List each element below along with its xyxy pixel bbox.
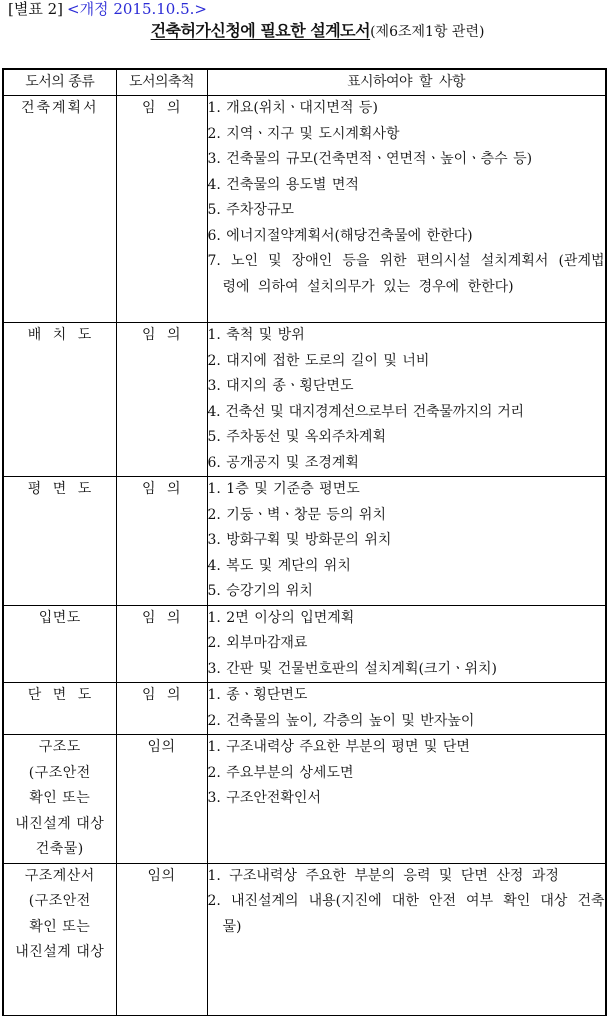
document-scale: 임 의 <box>116 605 207 683</box>
document-scale: 임의 <box>116 863 207 1015</box>
document-type-note: (구조안전 <box>28 764 91 781</box>
required-items-cell <box>207 605 606 683</box>
table-row <box>3 96 606 323</box>
table-row <box>3 863 606 1015</box>
title-reference: (제6조제1항 관련) <box>370 24 485 40</box>
document-scale: 임 의 <box>116 683 207 735</box>
design-documents-table <box>2 68 607 1016</box>
list-item: 4. 복도 및 계단의 위치 <box>207 557 351 574</box>
document-type: 배 치 도 <box>27 327 92 343</box>
list-item: 1. 1층 및 기준층 평면도 <box>207 481 360 497</box>
document-scale: 임 의 <box>116 323 207 477</box>
list-item: 2. 지역ㆍ지구 및 도시계획사항 <box>207 125 400 142</box>
list-item: 6. 에너지절약계획서(해당건축물에 한한다) <box>207 227 473 244</box>
list-item: 2. 주요부분의 상세도면 <box>207 764 354 781</box>
list-item: 1. 구조내력상 주요한 부분의 응력 및 단면 산정 과정 <box>207 867 559 884</box>
document-type-cell <box>3 323 116 477</box>
document-scale: 임의 <box>116 735 207 864</box>
document-type: 입면도 <box>38 609 81 626</box>
header-document-scale: 도서의축척 <box>116 69 207 96</box>
required-items-cell <box>207 96 606 323</box>
table-row <box>3 323 606 477</box>
document-type-note: 확인 또는 <box>29 790 91 806</box>
document-scale: 임 의 <box>116 96 207 323</box>
document-type-note: 내진설계 대상 <box>15 815 105 832</box>
table-row <box>3 605 606 683</box>
list-item: 5. 주차동선 및 옥외주차계획 <box>207 429 386 445</box>
document-type-note: 내진설계 대상 <box>15 944 105 960</box>
list-item: 2. 외부마감재료 <box>207 635 308 651</box>
list-item: 7. 노인 및 장애인 등을 위한 편의시설 설치계획서 (관계법령에 의하여 설치의무가 있는 경우에 한한다) <box>207 253 605 295</box>
annex-label: [별표 2] <box>8 0 63 18</box>
list-item: 3. 대지의 종ㆍ횡단면도 <box>207 378 354 394</box>
required-items-cell <box>207 323 606 477</box>
header-document-type: 도서의 종류 <box>3 69 116 96</box>
document-title-line <box>0 20 607 43</box>
required-items-cell <box>207 863 606 1015</box>
document-type-cell <box>3 605 116 683</box>
document-type: 구조도 <box>38 739 81 755</box>
table-row <box>3 477 606 606</box>
list-item: 5. 승강기의 위치 <box>207 583 313 599</box>
list-item: 1. 축척 및 방위 <box>207 327 305 343</box>
list-item: 2. 내진설계의 내용(지진에 대한 안전 여부 확인 대상 건축물) <box>207 893 605 935</box>
document-title: 건축허가신청에 필요한 설계도서 <box>150 21 371 40</box>
document-type-cell <box>3 477 116 606</box>
required-items-cell <box>207 477 606 606</box>
header-required-items: 표시하여야 할 사항 <box>207 69 606 96</box>
list-item: 1. 개요(위치ㆍ대지면적 등) <box>207 100 378 116</box>
required-items-cell <box>207 683 606 735</box>
list-item: 5. 주차장규모 <box>207 202 294 218</box>
list-item: 4. 건축물의 용도별 면적 <box>207 176 359 193</box>
list-item: 3. 방화구획 및 방화문의 위치 <box>207 532 392 548</box>
list-item: 4. 건축선 및 대지경계선으로부터 건축물까지의 거리 <box>207 403 524 420</box>
list-item: 6. 공개공지 및 조경계획 <box>207 454 359 471</box>
document-type-cell <box>3 683 116 735</box>
amendment-note: <개정 2015.10.5.> <box>67 0 207 18</box>
document-type-cell <box>3 735 116 864</box>
list-item: 3. 구조안전확인서 <box>207 790 321 806</box>
document-type: 평 면 도 <box>27 481 92 497</box>
table-row <box>3 683 606 735</box>
list-item: 2. 건축물의 높이, 각층의 높이 및 반자높이 <box>207 712 475 729</box>
list-item: 3. 건축물의 규모(건축면적ㆍ연면적ㆍ높이ㆍ층수 등) <box>207 151 533 167</box>
table-header-row <box>3 69 606 96</box>
document-type: 단 면 도 <box>27 687 92 703</box>
document-type-cell <box>3 863 116 1015</box>
document-type-cell <box>3 96 116 323</box>
table-row <box>3 735 606 864</box>
document-type: 건축계획서 <box>20 100 99 116</box>
document-type-note: 확인 또는 <box>29 918 91 935</box>
annex-header <box>8 0 207 18</box>
document-type: 구조계산서 <box>24 867 95 884</box>
list-item: 2. 기둥ㆍ벽ㆍ창문 등의 위치 <box>207 506 386 523</box>
list-item: 1. 종ㆍ횡단면도 <box>207 687 308 703</box>
list-item: 1. 구조내력상 주요한 부분의 평면 및 단면 <box>207 739 470 755</box>
document-type-note: 건축물) <box>35 841 84 857</box>
list-item: 3. 간판 및 건물번호판의 설치계획(크기ㆍ위치) <box>207 660 498 677</box>
document-type-note: (구조안전 <box>28 893 91 909</box>
list-item: 1. 2면 이상의 입면계획 <box>207 609 355 626</box>
list-item: 2. 대지에 접한 도로의 길이 및 너비 <box>207 352 430 369</box>
required-items-cell <box>207 735 606 864</box>
document-scale: 임 의 <box>116 477 207 606</box>
